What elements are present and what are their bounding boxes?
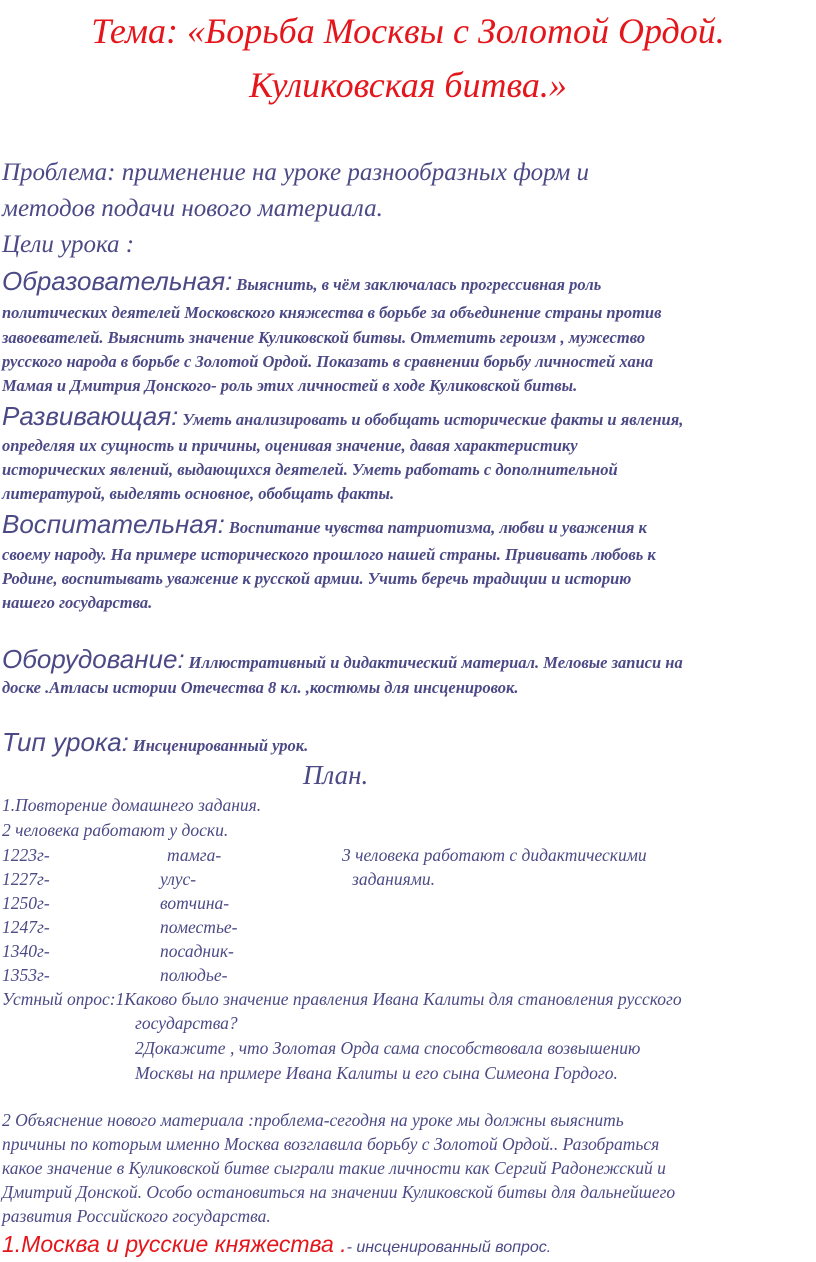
- equipment-text-1: доске .Атласы истории Отечества 8 кл. ,костюмы для инсценировок.: [2, 678, 519, 697]
- developing-heading: Развивающая:: [2, 401, 179, 431]
- educational-first-line: [2, 266, 601, 297]
- educational-heading: Образовательная:: [2, 266, 233, 296]
- educational-text-0: Выяснить, в чём заключалась прогрессивная роль: [236, 275, 602, 294]
- upbringing-text-2: Родине, воспитывать уважение к русской армии. Учить беречь традиции и историю: [2, 569, 632, 588]
- upbringing-heading: Воспитательная:: [2, 509, 225, 539]
- side-note-2: заданиями.: [352, 869, 436, 889]
- plan-row-year-4: 1340г-: [2, 941, 50, 961]
- plan-row-year-3: 1247г-: [2, 917, 50, 937]
- plan-row-term-3: поместье-: [160, 917, 238, 937]
- equipment-heading: Оборудование:: [2, 644, 185, 674]
- last-line: [2, 1231, 551, 1258]
- developing-first-line: [2, 401, 683, 432]
- explanation-line-3: Дмитрий Донской. Особо остановиться на значении Куликовской битвы для дальнейшего: [2, 1182, 676, 1202]
- plan-row-term-5: полюдье-: [160, 965, 228, 985]
- educational-text-1: политических деятелей Московского княжества в борьбе за объединение страны против: [2, 303, 662, 322]
- explanation-line-4: развития Российского государства.: [2, 1206, 271, 1226]
- plan-row-term-1: улус-: [160, 869, 197, 889]
- educational-text-2: завоевателей. Выяснить значение Куликовской битвы. Отметить героизм , мужество: [2, 328, 646, 347]
- developing-text-1: определяя их сущность и причины, оценивая значение, давая характеристику: [2, 436, 578, 455]
- equipment-first-line: [2, 644, 683, 675]
- upbringing-first-line: [2, 509, 647, 540]
- plan-row-year-5: 1353г-: [2, 965, 50, 985]
- explanation-line-0: 2 Объяснение нового материала :проблема-сегодня на уроке мы должны выяснить: [2, 1110, 624, 1130]
- educational-text-3: русского народа в борьбе с Золотой Ордой. Показать в сравнении борьбу личностей хана: [2, 352, 654, 371]
- plan-item-1: 1.Повторение домашнего задания.: [2, 795, 262, 815]
- goals-heading: Цели урока :: [2, 231, 135, 258]
- plan-row-year-2: 1250г-: [2, 893, 50, 913]
- oral-q2-b: Москвы на примере Ивана Калиты и его сына Симеона Гордого.: [135, 1063, 618, 1083]
- developing-text-0: Уметь анализировать и обобщать исторические факты и явления,: [182, 410, 684, 429]
- plan-board-note: 2 человека работают у доски.: [2, 820, 229, 840]
- problem-line-1: Проблема: применение на уроке разнообразных форм и: [2, 159, 590, 186]
- explanation-line-1: причины по которым именно Москва возглавила борьбу с Золотой Ордой.. Разобраться: [2, 1134, 660, 1154]
- title-line-1: Тема: «Борьба Москвы с Золотой Ордой.: [91, 11, 725, 51]
- explanation-line-2: какое значение в Куликовской битве сыграли такие личности как Сергий Радонежский и: [2, 1158, 666, 1178]
- developing-text-2: исторических явлений, выдающихся деятелей. Уметь работать с дополнительной: [2, 460, 618, 479]
- upbringing-text-0: Воспитание чувства патриотизма, любви и уважения к: [228, 518, 647, 537]
- oral-label: Устный опрос:: [2, 989, 116, 1009]
- lesson-type-heading: Тип урока:: [2, 727, 129, 757]
- plan-row-term-0: тамга-: [167, 845, 222, 865]
- plan-row-term-2: вотчина-: [160, 893, 230, 913]
- plan-row-year-0: 1223г-: [2, 845, 50, 865]
- oral-line-1: [2, 989, 682, 1010]
- developing-text-3: литературой, выделять основное, обобщать факты.: [2, 484, 395, 503]
- oral-q1-a: 1Каково было значение правления Ивана Калиты для становления русского: [115, 989, 682, 1009]
- upbringing-text-1: своему народу. На примере исторического прошлого нашей страны. Прививать любовь к: [2, 545, 656, 564]
- upbringing-text-3: нашего государства.: [2, 593, 153, 612]
- educational-text-4: Мамая и Дмитрия Донского- роль этих личностей в ходе Куликовской битвы.: [2, 376, 578, 395]
- last-heading: 1.Москва и русские княжества .: [2, 1231, 347, 1257]
- problem-line-2: методов подачи нового материала.: [2, 195, 383, 222]
- plan-row-term-4: посадник-: [160, 941, 234, 961]
- title-line-2: Куликовская битва.»: [249, 65, 567, 105]
- oral-q1-b: государства?: [135, 1013, 238, 1033]
- equipment-text-0: Иллюстративный и дидактический материал. Меловые записи на: [188, 653, 683, 672]
- lesson-type-line: [2, 727, 308, 758]
- side-note-1: 3 человека работают с дидактическими: [342, 845, 647, 865]
- plan-heading: План.: [303, 760, 369, 790]
- plan-row-year-1: 1227г-: [2, 869, 50, 889]
- oral-q2-a: 2Докажите , что Золотая Орда сама способствовала возвышению: [135, 1038, 641, 1058]
- lesson-type-value: Инсценированный урок.: [132, 736, 309, 755]
- last-note: - инсценированный вопрос.: [346, 1239, 552, 1256]
